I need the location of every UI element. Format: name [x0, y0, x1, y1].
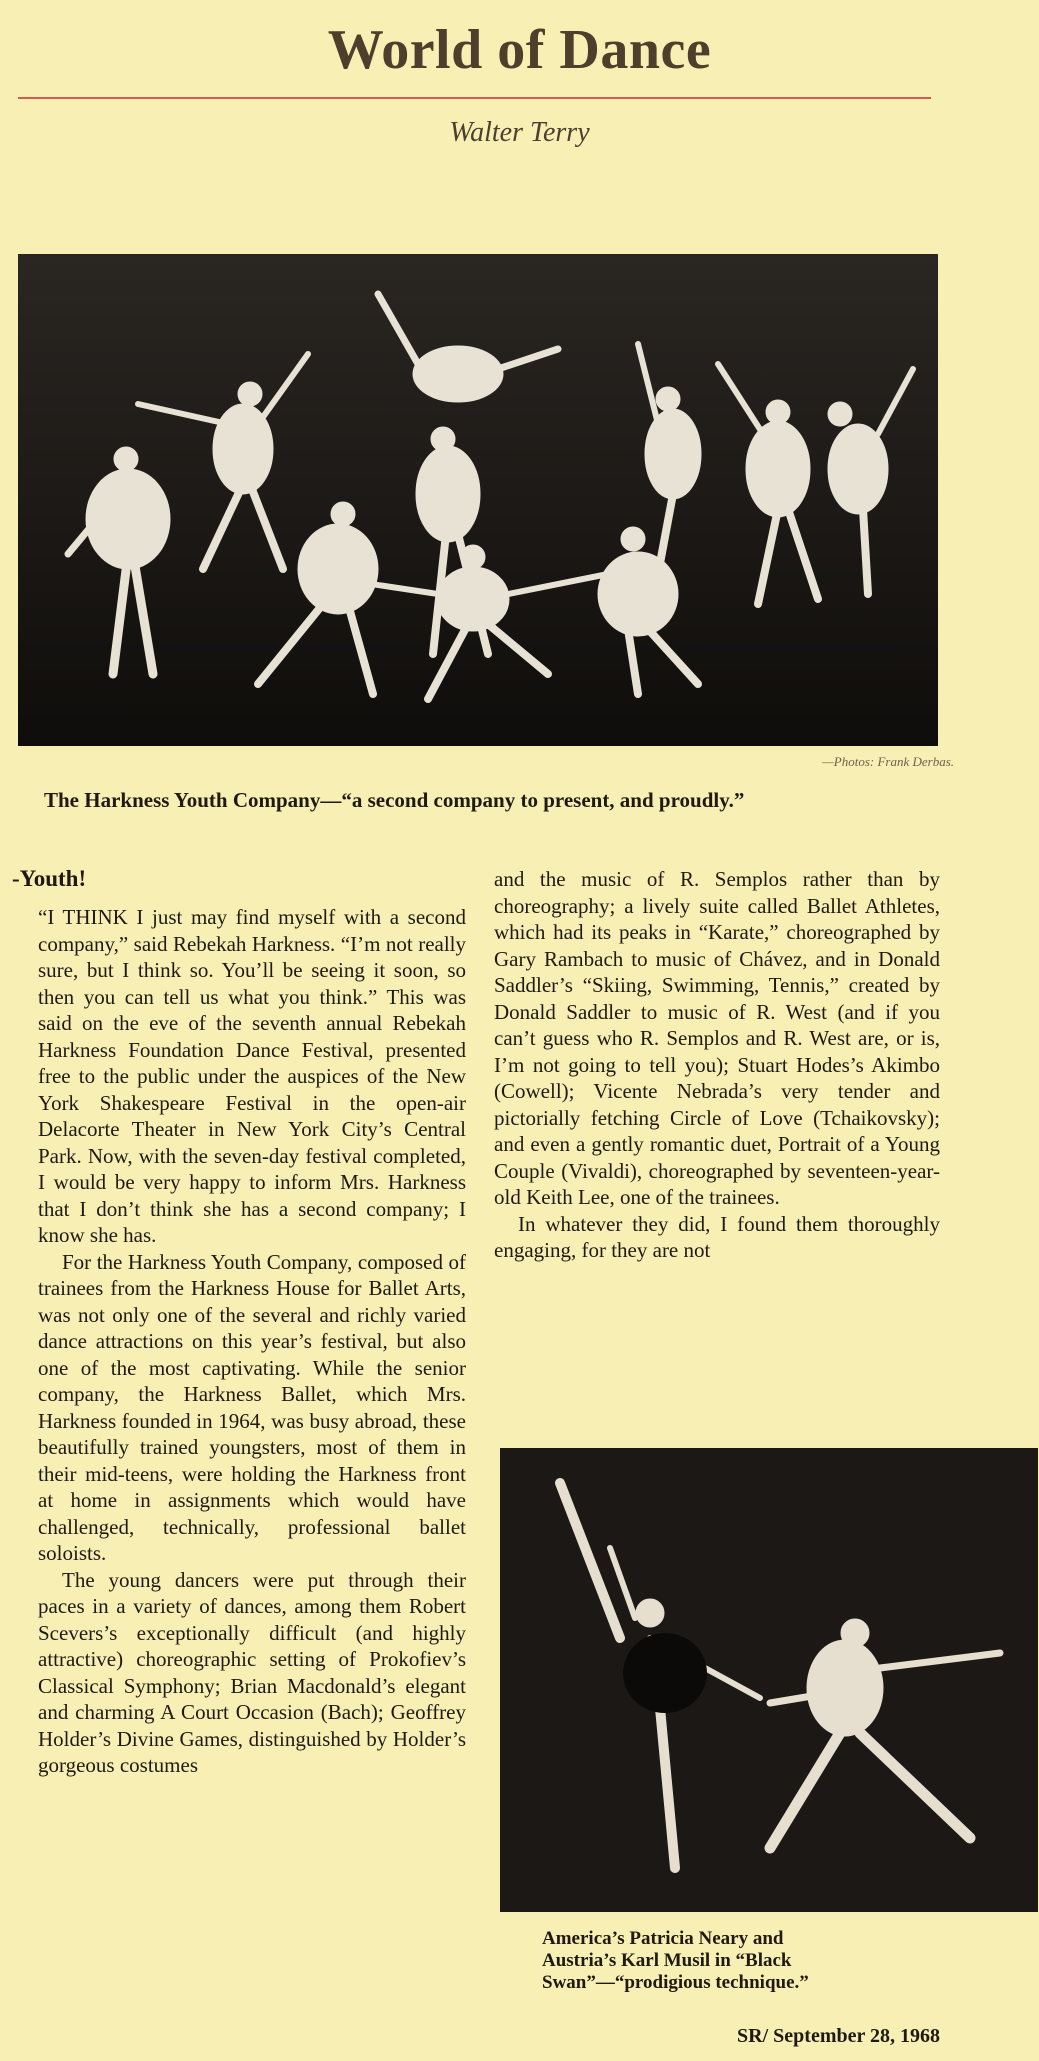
column-title: World of Dance — [327, 19, 712, 81]
section-heading: -Youth! — [12, 866, 87, 891]
pas-de-deux-illustration — [500, 1448, 1038, 1912]
bottom-photo-caption — [542, 1928, 942, 1994]
caption-line: Swan”—“prodigious technique.” — [542, 1972, 809, 1993]
photo-credit: —Photos: Frank Derbas. — [822, 754, 954, 769]
dancers-illustration — [18, 254, 938, 746]
title-rule — [18, 97, 931, 99]
paragraph: The young dancers were put through their paces in a variety of dances, among them Robert Scevers’s exceptionally difficult (and highly attractive) choreographic setting of Prokofiev’s Classical Symphony; Brian Macdonald’s elegant and charming A Court Occasion (Bach); Geoffrey Holder’s Divine Games, distinguished by Holder’s gorgeous costumes — [38, 1567, 466, 1777]
black-swan-photo — [500, 1448, 1038, 1912]
author-byline: Walter Terry — [449, 117, 590, 148]
paragraph: In whatever they did, I found them thoroughly engaging, for they are not — [494, 1211, 940, 1262]
article-column-right — [494, 866, 940, 1264]
paragraph: and the music of R. Semplos rather than by choreography; a lively suite called Ballet Athletes, which had its peaks in “Karate,” choreographed by Gary Rambach to music of Chávez, and in Donald Saddler’s “Skiing, Swimming, Tennis,” created by Donald Saddler to music of R. West (and if you can’t guess who R. Semplos and R. West are, or is, I’m not going to tell you); Stuart Hodes’s Akimbo (Cowell); Vicente Nebrada’s very tender and pictorially fetching Circle of Love (Tchaikovsky); and even a gently romantic duet, Portrait of a Young Couple (Vivaldi), choreographed by seventeen-year-old Keith Lee, one of the trainees. — [494, 867, 940, 1209]
caption-line: Austria’s Karl Musil in “Black — [542, 1950, 792, 1971]
issue-footer: SR/ September 28, 1968 — [737, 2025, 940, 2047]
caption-line: America’s Patricia Neary and — [542, 1928, 784, 1949]
paragraph: “I THINK I just may find myself with a second company,” said Rebekah Harkness. “I’m not really sure, but I think so. You’ll be seeing it soon, so then you can tell us what you think.” This was said on the eve of the seventh annual Rebekah Harkness Foundation Dance Festival, presented free to the public under the auspices of the New York Shakespeare Festival in the open-air Delacorte Theater in New York City’s Central Park. Now, with the seven-day festival completed, I would be very happy to inform Mrs. Harkness that I don’t think she has a second company; I know she has. — [38, 905, 466, 1247]
article-column-left — [38, 870, 466, 1779]
youth-company-photo — [18, 254, 938, 746]
top-photo-caption: The Harkness Youth Company—“a second company to present, and proudly.” — [44, 788, 745, 812]
paragraph: For the Harkness Youth Company, composed of trainees from the Harkness House for Ballet Arts, was not only one of the several and richly varied dance attractions on this year’s festival, but also one of the most captivating. While the senior company, the Harkness Ballet, which Mrs. Harkness founded in 1964, was busy abroad, these beautifully trained youngsters, most of them in their mid-teens, were holding the Harkness front at home in assignments which would have challenged, technically, professional ballet soloists. — [38, 1249, 466, 1565]
